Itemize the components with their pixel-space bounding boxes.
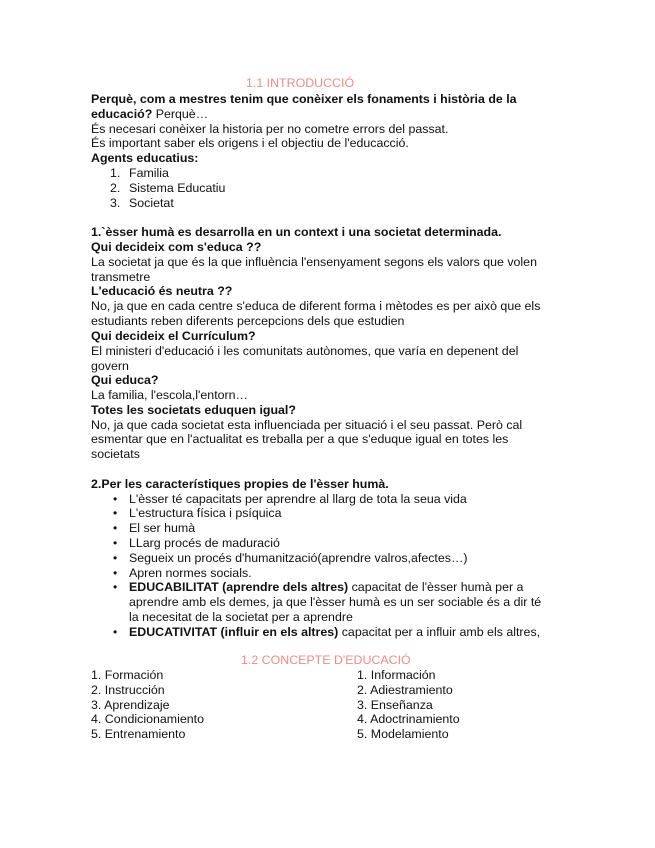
list-number: 2. (110, 181, 121, 195)
bullet-text: El ser humà (129, 521, 196, 535)
educabilitat-term: EDUCABILITAT (aprendre dels altres) (129, 580, 349, 594)
bullet-continuation: aprendre amb els demes, ja que l'èsser humà es un ser sociable és a dir té (129, 595, 542, 609)
question: Qui decideix com s'educa ?? (91, 240, 262, 254)
bullet-text: Segueix un procés d'humanització(aprendre valros,afectes…) (129, 551, 468, 565)
bullet-icon: • (113, 625, 118, 639)
question: Totes les societats eduquen igual? (91, 403, 296, 417)
concept-left-item: 1. Formación (91, 668, 164, 682)
bullet-icon: • (113, 551, 118, 565)
educativitat-definition: capacitat per a influir amb els altres, (338, 625, 541, 639)
question: Qui decideix el Currículum? (91, 329, 256, 343)
concept-right-item: 5. Modelamiento (357, 727, 449, 741)
concept-left-item: 5. Entrenamiento (91, 727, 186, 741)
list-text: Familia (129, 166, 169, 180)
educativitat-term: EDUCATIVITAT (influir en els altres) (129, 625, 339, 639)
bullet-icon: • (113, 536, 118, 550)
bullet-icon: • (113, 566, 118, 580)
bullet-icon: • (113, 580, 118, 594)
agents-title: Agents educatius: (91, 151, 199, 165)
concept-left-item: 2. Instrucción (91, 683, 165, 697)
question: L'educació és neutra ?? (91, 284, 233, 298)
list-number: 3. (110, 196, 121, 210)
answer: govern (91, 359, 129, 373)
answer: El ministeri d'educació i les comunitats autònomes, que varía en depenent del (91, 344, 519, 358)
answer: No, ja que en cada centre s'educa de diferent forma i mètodes es per això que els (91, 299, 541, 313)
answer: No, ja que cada societat esta influenciada per situació i el seu passat. Però cal (91, 418, 523, 432)
answer: esmentar que en l'actualitat es treballa per a que s'eduque igual en totes les (91, 432, 509, 446)
question-intro-line1: Perquè, com a mestres tenim que conèixer els fonaments i història de la (91, 92, 517, 106)
paragraph: És important saber els origens i el objectiu de l'educacció. (91, 136, 409, 150)
bullet-icon: • (113, 506, 118, 520)
question-intro-line2-bold: educació? (91, 107, 153, 121)
block1-title: 1.`èsser humà es desarrolla en un context i una societat determinada. (91, 225, 502, 239)
bullet-text: LLarg procés de maduració (129, 536, 280, 550)
bullet-text (129, 625, 540, 640)
section-heading-concepte: 1.2 CONCEPTE D'EDUCACIÓ (241, 653, 411, 667)
list-number: 1. (110, 166, 121, 180)
section-heading-introduccio: 1.1 INTRODUCCIÓ (246, 76, 355, 90)
question-intro-inline-answer: Perquè… (152, 107, 209, 121)
bullet-text (129, 580, 523, 595)
bullet-icon: • (113, 521, 118, 535)
bullet-icon: • (113, 492, 118, 506)
answer: La familia, l'escola,l'entorn… (91, 388, 248, 402)
bullet-text: L'estructura física i psíquica (129, 506, 282, 520)
question-intro-line2 (91, 107, 208, 122)
block2-title: 2.Per les característiques propies de l'èsser humà. (91, 477, 389, 491)
bullet-text: Apren normes socials. (129, 566, 252, 580)
concept-right-item: 3. Enseñanza (357, 698, 433, 712)
answer: transmetre (91, 270, 151, 284)
bullet-continuation: la necesitat de la societat per a aprendre (129, 610, 353, 624)
question: Qui educa? (91, 373, 159, 387)
bullet-text: L'èsser té capacitats per aprendre al llarg de tota la seua vida (129, 492, 467, 506)
concept-right-item: 2. Adiestramiento (357, 683, 453, 697)
list-text: Sistema Educatiu (129, 181, 226, 195)
concept-right-item: 4. Adoctrinamiento (357, 712, 460, 726)
paragraph: És necesari conèixer la historia per no cometre errors del passat. (91, 122, 449, 136)
answer: estudiants reben diferents percepcions dels que estudien (91, 314, 405, 328)
answer: La societat ja que és la que influència l'ensenyament segons els valors que volen (91, 255, 537, 269)
answer: societats (91, 447, 140, 461)
concept-left-item: 3. Aprendizaje (91, 698, 170, 712)
concept-left-item: 4. Condicionamiento (91, 712, 204, 726)
educabilitat-definition: capacitat de l'èsser humà per a (348, 580, 524, 594)
list-text: Societat (129, 196, 174, 210)
concept-right-item: 1. Información (357, 668, 436, 682)
